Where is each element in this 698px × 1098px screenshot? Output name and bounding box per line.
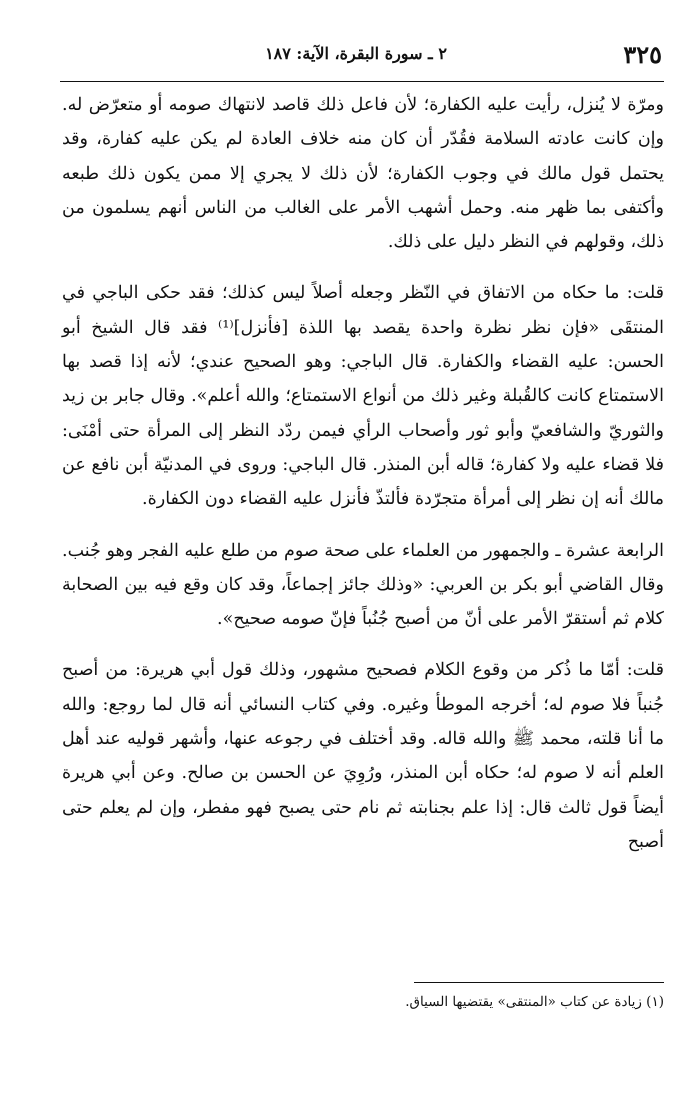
paragraph: قلت: ما حكاه من الاتفاق في النّظر وجعله أصلاً ليس كذلك؛ فقد حكى الباجي في المنتقَى «فإن نظر نظرة واحدة يقصد بها اللذة [فأنزل]⁽¹⁾ فقد قال الشيخ أبو الحسن: عليه القضاء والكفارة. قال الباجي: وهو الصحيح عندي؛ لأنه إذا قصد بها الاستمتاع كانت كالقُبلة وغير ذلك من أنواع الاستمتاع؛ والله أعلم». وقال جابر بن زيد والثوريّ والشافعيّ وأبو ثور وأصحاب الرأي فيمن ردّد النظر إلى المرأة حتى أمْنَى: فلا قضاء عليه ولا كفارة؛ قاله أبن المنذر. قال الباجي: وروى في المدنيّة أبن نافع عن مالك أنه إن نظر إلى أمرأة متجرّدة فألتذّ فأنزل عليه القضاء دون الكفارة. [62,283,665,510]
footnote: (١) زيادة عن كتاب «المنتقى» يقتضيها السياق. [405,994,664,1010]
running-header [50,38,662,78]
paragraph: ومرّة لا يُنزل، رأيت عليه الكفارة؛ لأن فاعل ذلك قاصد لانتهاك صومه أو متعرّض له. وإن كانت عادته السلامة فقُدّر أن كان منه خلاف العادة لم يكن عليه كفارة، وقد يحتمل قول مالك في وجوب الكفارة؛ لأن ذلك لا يجري إلا ممن يكون ذلك طبعه وأكتفى بما ظهر منه. وحمل أشهب الأمر على الغالب من الناس أنهم يسلمون من ذلك، وقولهم في النظر دليل على ذلك. [62,95,664,253]
main-text [62,88,664,859]
footnote-divider [414,982,664,983]
surah-title: ٢ ـ سورة البقرة، الآية: ١٨٧ [265,44,447,63]
page-number: ٣٢٥ [623,40,662,69]
header-divider [60,81,664,82]
paragraph: الرابعة عشرة ـ والجمهور من العلماء على صحة صوم من طلع عليه الفجر وهو جُنب. وقال القاضي أبو بكر بن العربي: «وذلك جائز إجماعاً، وقد كان وقع فيه بين الصحابة كلام ثم أستقرّ الأمر على أنّ من أصبح جُنُباً فإنّ صومه صحيح». [62,540,664,630]
paragraph: قلت: أمّا ما ذُكر من وقوع الكلام فصحيح مشهور، وذلك قول أبي هريرة: من أصبح جُنباً فلا صوم له؛ أخرجه الموطأ وغيره. وفي كتاب النسائي أنه قال لما روجع: والله ما أنا قلته، محمد ﷺ والله قاله. وقد أختلف في رجوعه عنها، وأشهر قوليه عند أهل العلم أنه لا صوم له؛ حكاه أبن المنذر، ورُوِيَ عن الحسن بن صالح. وعن أبي هريرة أيضاً قول ثالث قال: إذا علم بجنابته ثم نام حتى يصبح فهو مفطر، وإن لم يعلم حتى أصبح [62,660,664,852]
